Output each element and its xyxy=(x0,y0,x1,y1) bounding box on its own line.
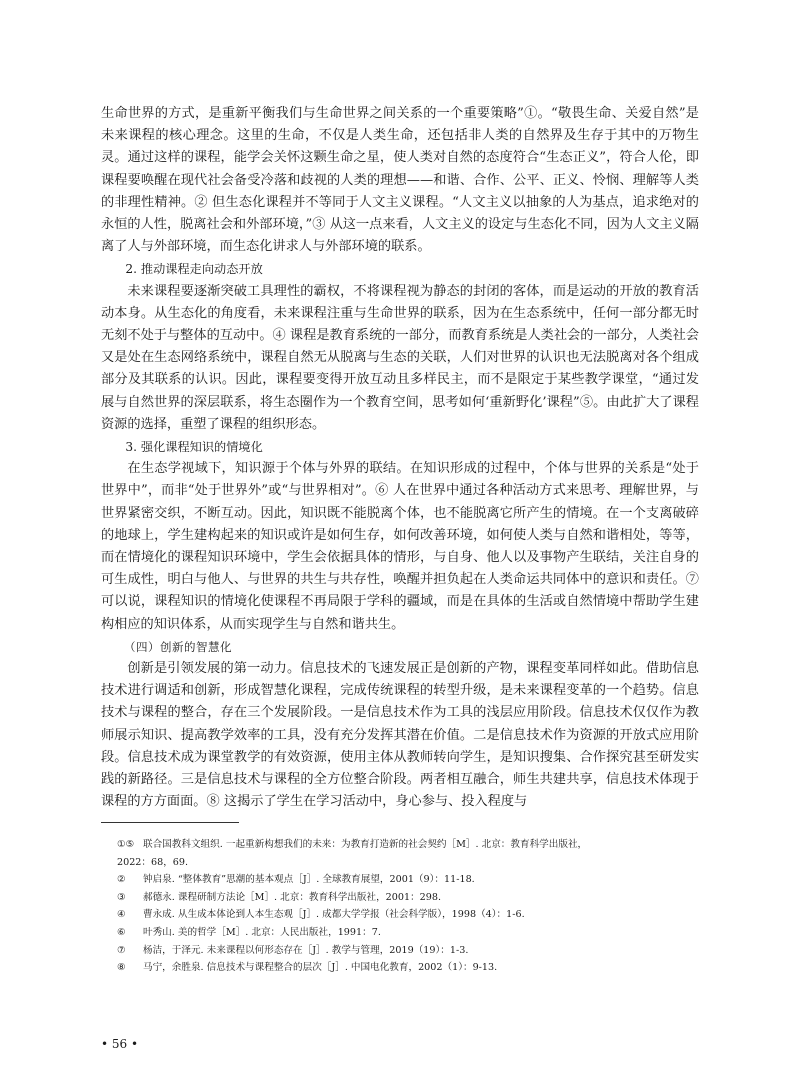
footnote-item xyxy=(101,871,699,889)
page-number: • 56 • xyxy=(101,1037,139,1051)
footnote-item xyxy=(101,906,699,924)
footnote-item xyxy=(101,942,699,960)
footnote-item xyxy=(101,836,699,871)
section-heading: 3. 强化课程知识的情境化 xyxy=(125,440,263,455)
footnote-item xyxy=(101,924,699,942)
section-heading: 2. 推动课程走向动态开放 xyxy=(125,262,263,277)
footnote-continuation: 2022：68，69. xyxy=(117,856,189,868)
footnote-item xyxy=(101,889,699,907)
paragraph: 未来课程要逐渐突破工具理性的霸权，不将课程视为静态的封闭的客体，而是运动的开放的教育活动本身。从生态化的角度看，未来课程注重与生命世界的联系，因为在生态系统中，任何一部分都无时无刻不处于与整体的互动中。④ 课程是教育系统的一部分，而教育系统是人类社会的一部分，人类社会又是处在生态网络系统中，课程自然无从脱离与生态的关联，人们对世界的认识也无法脱离对各个组成部分及其联系的认识。因此，课程要变得开放互动且多样民主，而不是限定于某些教学课堂，“通过发展与自然世界的深层联系，将生态圈作为一个教育空间，思考如何‘重新野化’课程”⑤。由此扩大了课程资源的选择，重塑了课程的组织形态。 xyxy=(101,283,699,432)
footnote-text: 联合国教科文组织. 一起重新构想我们的未来：为教育打造新的社会契约［M］. 北京：教育科学出版社， xyxy=(143,839,588,850)
footnote-text: 郝德永. 课程研制方法论［M］. 北京：教育科学出版社，2001：298. xyxy=(143,891,442,903)
body-text xyxy=(101,103,699,814)
footnote-text: 杨洁，于泽元. 未来课程以何形态存在［J］. 教学与管理，2019（19）：1-3. xyxy=(143,944,469,956)
footnote-divider xyxy=(101,822,239,823)
paragraph: 创新是引领发展的第一动力。信息技术的飞速发展正是创新的产物，课程变革同样如此。借助信息技术进行调适和创新，形成智慧化课程，完成传统课程的转型升级，是未来课程变革的一个趋势。信息技术与课程的整合，存在三个发展阶段。一是信息技术作为工具的浅层应用阶段。信息技术仅仅作为教师展示知识、提高教学效率的工具，没有充分发挥其潜在价值。二是信息技术作为资源的开放式应用阶段。信息技术成为课堂教学的有效资源，使用主体从教师转向学生，是知识搜集、合作探究甚至研发实践的新路径。三是信息技术与课程的全方位整合阶段。两者相互融合，师生共建共享，信息技术体现于课程的方方面面。⑧ 这揭示了学生在学习活动中，身心参与、投入程度与 xyxy=(101,661,699,810)
footnote-text: 马宁，余胜泉. 信息技术与课程整合的层次［J］. 中国电化教育，2002（1）：9-13. xyxy=(143,962,498,974)
footnote-text: 叶秀山. 美的哲学［M］. 北京：人民出版社，1991：7. xyxy=(143,926,381,938)
footnote-mark: ③ xyxy=(117,891,126,903)
section-heading: （四）创新的智慧化 xyxy=(124,639,232,654)
footnote-mark: ④ xyxy=(117,909,126,921)
footnote-text: 钟启泉. “整体教育”思潮的基本观点［J］. 全球教育展望，2001（9）：11-18. xyxy=(143,874,475,886)
paragraph: 生命世界的方式，是重新平衡我们与生命世界之间关系的一个重要策略”①。“敬畏生命、关爱自然”是未来课程的核心理念。这里的生命，不仅是人类生命，还包括非人类的自然界及生存于其中的万物生灵。通过这样的课程，能学会关怀这颗生命之星，使人类对自然的态度符合“生态正义”，符合人伦，即课程要唤醒在现代社会备受冷落和歧视的人类的理想——和谐、合作、公平、正义、怜悯、理解等人类的非理性精神。② 但生态化课程并不等同于人文主义课程。“人文主义以抽象的人为基点，追求绝对的永恒的人性，脱离社会和外部环境，”③ 从这一点来看，人文主义的设定与生态化不同，因为人文主义隔离了人与外部环境，而生态化讲求人与外部环境的联系。 xyxy=(101,106,699,255)
footnote-mark: ⑧ xyxy=(117,962,126,974)
footnote-text: 曹永成. 从生成本体论到人本生态观［J］. 成都大学学报（社会科学版），1998（4）：1-6. xyxy=(143,909,525,921)
footnote-mark: ② xyxy=(117,874,126,886)
footnote-mark: ①⑤ xyxy=(117,839,135,850)
footnote-mark: ⑥ xyxy=(117,926,126,938)
footnote-mark: ⑦ xyxy=(117,944,126,956)
footnote-item xyxy=(101,959,699,977)
paragraph: 在生态学视域下，知识源于个体与外界的联结。在知识形成的过程中，个体与世界的关系是“处于世界中”，而非“处于世界外”或“与世界相对”。⑥ 人在世界中通过各种活动方式来思考、理解世界，与世界紧密交织，不断互动。因此，知识既不能脱离个体，也不能脱离它所产生的情境。在一个支离破碎的地球上，学生建构起来的知识或许是如何生存，如何改善环境，如何使人类与自然和谐相处，等等，而在情境化的课程知识环境中，学生会依据具体的情形，与自身、他人以及事物产生联结，关注自身的可生成性，明白与他人、与世界的共生与共存性，唤醒并担负起在人类命运共同体中的意识和责任。⑦ 可以说，课程知识的情境化使课程不再局限于学科的疆域，而是在具体的生活或自然情境中帮助学生建构相应的知识体系，从而实现学生与自然和谐共生。 xyxy=(101,461,699,632)
footnotes xyxy=(101,836,699,977)
